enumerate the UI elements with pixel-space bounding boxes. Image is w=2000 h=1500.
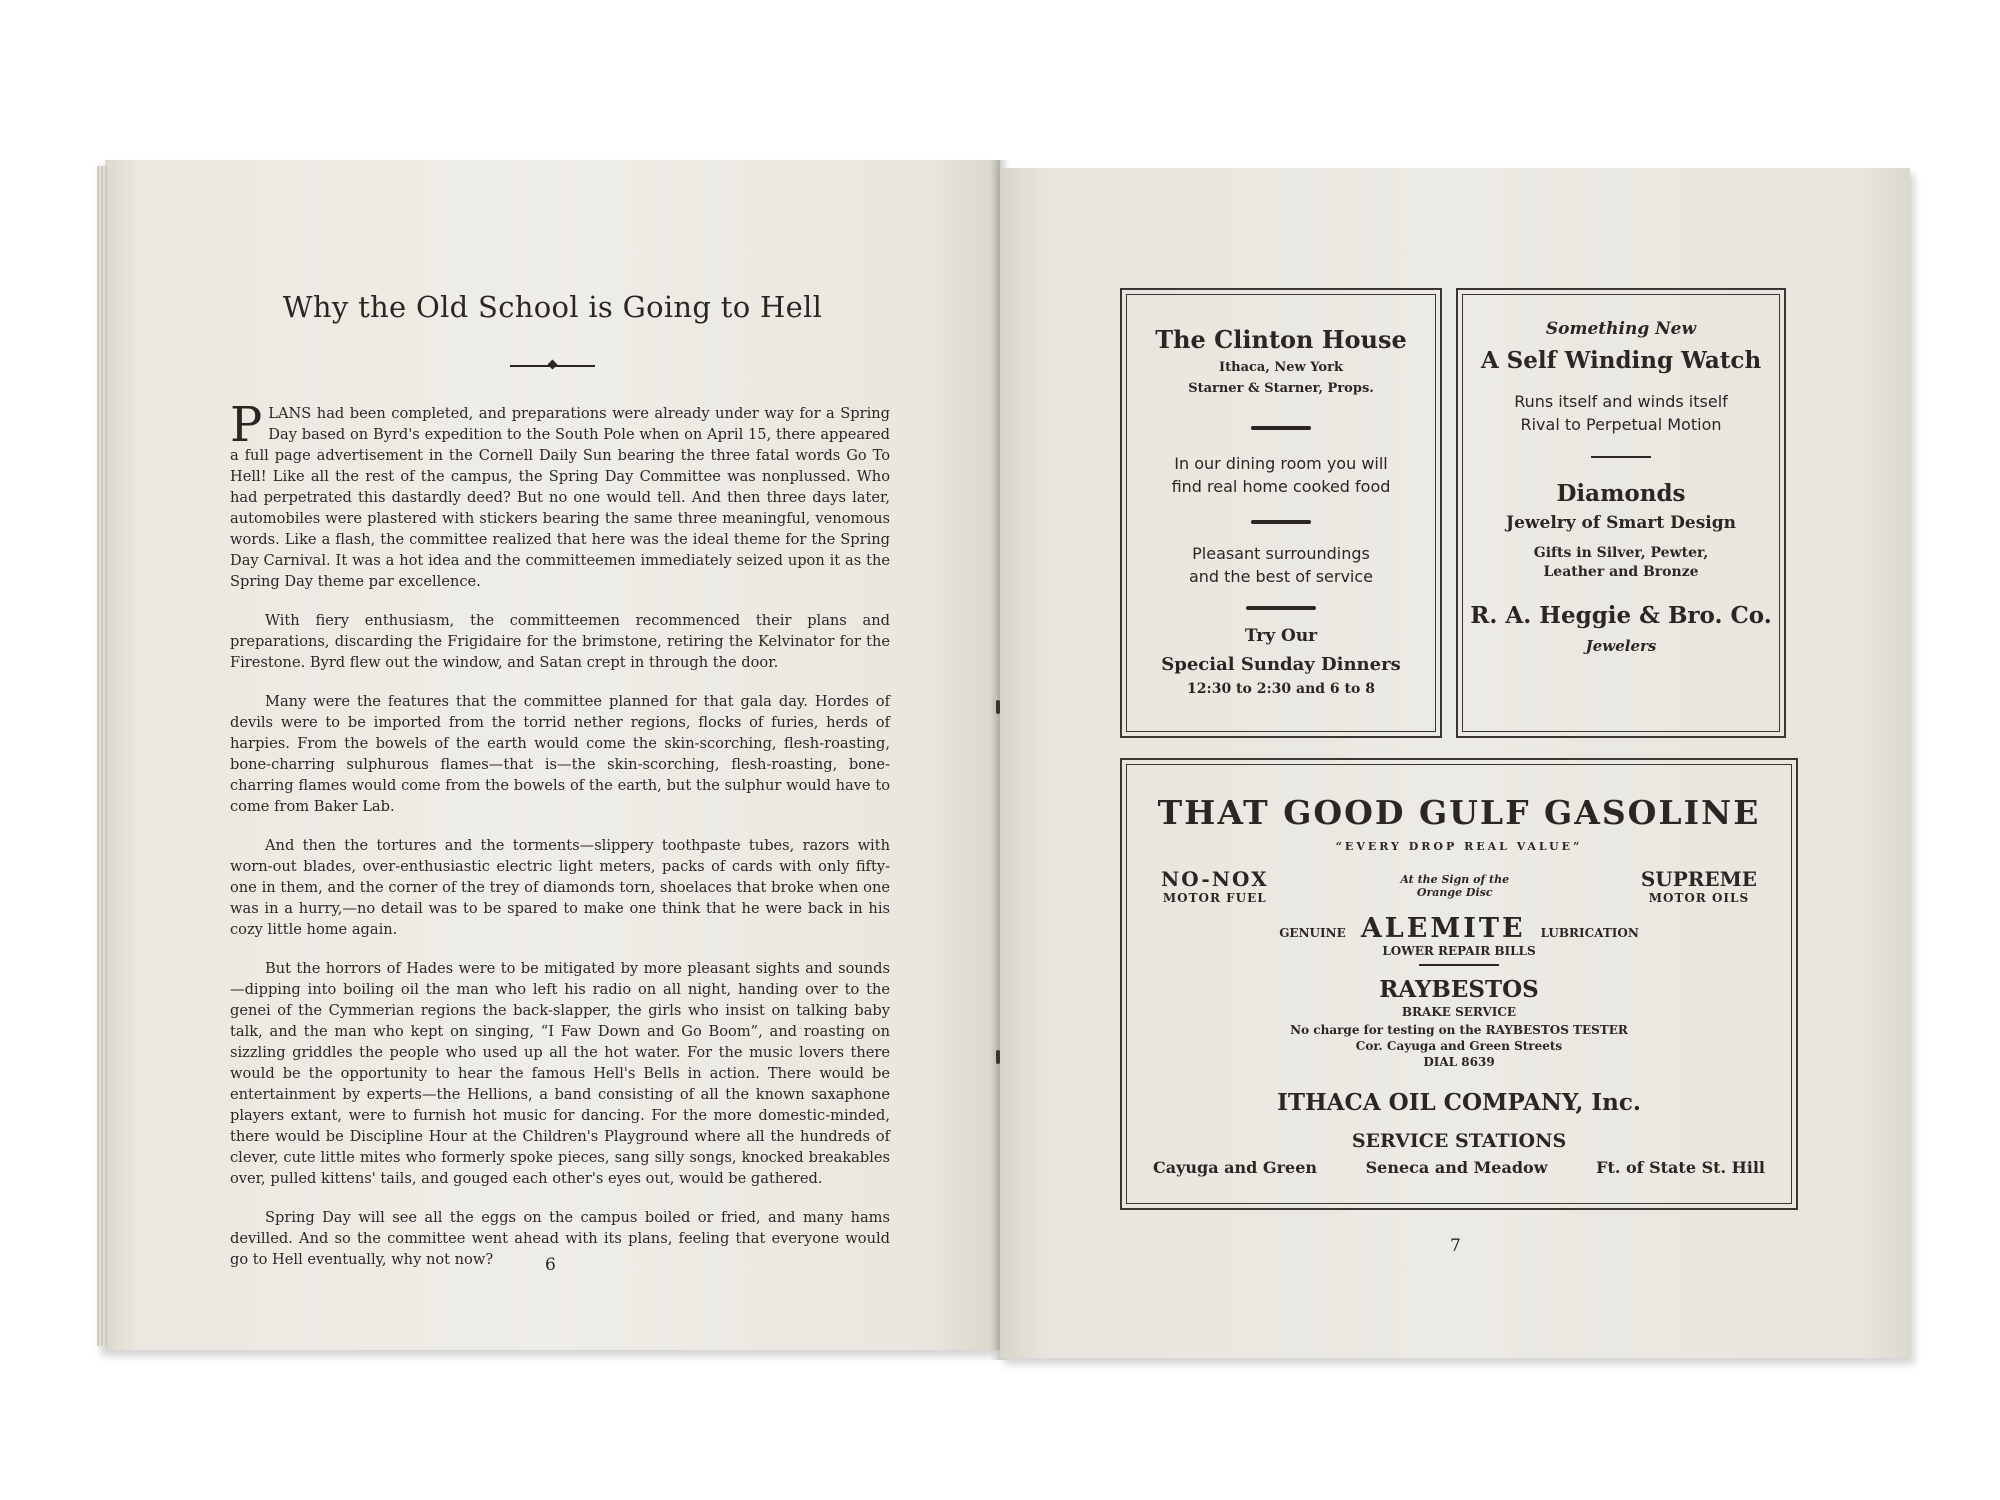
heggie-desc-line-2: Rival to Perpetual Motion: [1520, 415, 1722, 434]
station-cayuga-green: Cayuga and Green: [1153, 1158, 1317, 1177]
divider: [1246, 606, 1316, 610]
clinton-try-our: Try Our: [1244, 626, 1318, 646]
gulf-station-list: [1153, 1158, 1765, 1177]
clinton-hours: 12:30 to 2:30 and 6 to 8: [1187, 681, 1375, 697]
gulf-raybestos: RAYBESTOS: [1379, 976, 1539, 1003]
drop-cap: P: [230, 397, 263, 453]
gulf-alemite: ALEMITE: [1360, 913, 1526, 944]
clinton-props: Starner & Starner, Props.: [1188, 381, 1374, 396]
divider: [1251, 520, 1311, 524]
article-title: Why the Old School is Going to Hell: [282, 290, 823, 324]
gulf-orange-disc: At the Sign of the Orange Disc: [1400, 873, 1510, 899]
gulf-lower-repair: LOWER REPAIR BILLS: [1382, 944, 1536, 958]
gulf-supreme: SUPREME MOTOR OILS: [1640, 867, 1757, 905]
gulf-no-charge: No charge for testing on the RAYBESTOS TESTER: [1290, 1023, 1628, 1037]
gulf-corner: Cor. Cayuga and Green Streets: [1355, 1039, 1563, 1053]
gulf-dial: DIAL 8639: [1423, 1055, 1495, 1069]
heggie-jewelers: Jewelers: [1585, 637, 1657, 655]
page-number-left: 6: [545, 1255, 556, 1275]
ad-clinton-house: [1120, 288, 1442, 738]
clinton-dining-line-1: In our dining room you will: [1174, 454, 1388, 473]
gulf-brake-service: BRAKE SERVICE: [1401, 1005, 1517, 1019]
heggie-diamonds: Diamonds: [1556, 480, 1686, 507]
gulf-alemite-row: GENUINE ALEMITE LUBRICATION: [1279, 913, 1639, 944]
right-page: [1000, 168, 1910, 1358]
article-paragraph-4: And then the tortures and the torments—slippery toothpaste tubes, razors with worn-out blades, over-enthusiastic electric light meters, packs of cards with only fifty-one in them, and the corner of the trey of diamonds torn, shoelaces that broke when one was in a hurry,—no detail was to be spared to make one think that he were back in his cozy little home again.: [230, 837, 890, 938]
divider: [1419, 964, 1499, 966]
left-page: [105, 160, 1000, 1350]
clinton-special-dinners: Special Sunday Dinners: [1161, 654, 1401, 675]
title-ornament-diamond: [548, 360, 558, 370]
clinton-house-name: The Clinton House: [1155, 325, 1407, 354]
divider: [1591, 456, 1651, 458]
gulf-slogan: “EVERY DROP REAL VALUE”: [1335, 840, 1583, 853]
clinton-pleasant-line-2: and the best of service: [1188, 567, 1374, 586]
station-state-st-hill: Ft. of State St. Hill: [1596, 1158, 1765, 1177]
heggie-headline: A Self Winding Watch: [1480, 347, 1762, 374]
heggie-company: R. A. Heggie & Bro. Co.: [1470, 602, 1772, 629]
gulf-products-row: [1153, 867, 1765, 905]
divider: [1251, 426, 1311, 430]
article-body: [230, 397, 890, 1288]
heggie-tagline: Something New: [1545, 319, 1697, 339]
article-paragraph-6: Spring Day will see all the eggs on the campus boiled or fried, and many hams devilled. And so the committee went ahead with its plans, feeling that everyone would go to Hell eventually, why not now?: [230, 1209, 890, 1268]
clinton-pleasant-line-1: Pleasant surroundings: [1192, 544, 1370, 563]
article-paragraph-2: With fiery enthusiasm, the committeemen recommenced their plans and preparations, discarding the Frigidaire for the brimstone, retiring the Kelvinator for the Firestone. Byrd flew out the window, and Satan crept in through the door.: [230, 612, 890, 671]
gulf-company: ITHACA OIL COMPANY, Inc.: [1277, 1089, 1641, 1116]
station-seneca-meadow: Seneca and Meadow: [1365, 1158, 1548, 1177]
heggie-gifts-line-2: Leather and Bronze: [1543, 564, 1699, 580]
clinton-location: Ithaca, New York: [1219, 360, 1343, 375]
article-paragraph-1: PLANS had been completed, and preparations were already under way for a Spring Day based on Byrd's expedition to the South Pole when on April 15, there appeared a full page advertisement in the Cornell Daily Sun bearing the three fatal words Go To Hell! Like all the rest of the campus, the Spring Day Committee was nonplussed. Who had perpetrated this dastardly deed? But no one would tell. And then three days later, automobiles were plastered with stickers bearing the same three meaningful, venomous words. Like a flash, the committee realized that here was the ideal theme for the Spring Day Carnival. It was a hot idea and the committeemen immediately seized upon it as the Spring Day theme par excellence.: [230, 397, 890, 590]
heggie-desc-line-1: Runs itself and winds itself: [1514, 392, 1728, 411]
heggie-gifts-line-1: Gifts in Silver, Pewter,: [1533, 545, 1709, 561]
page-number-right: 7: [1450, 1236, 1461, 1256]
gulf-title: THAT GOOD GULF GASOLINE: [1157, 793, 1761, 832]
gulf-service-stations: SERVICE STATIONS: [1351, 1130, 1567, 1152]
gulf-nonox: NO-NOX MOTOR FUEL: [1161, 867, 1269, 905]
ad-gulf-gasoline: [1120, 758, 1798, 1210]
ad-heggie-jewelers: [1456, 288, 1786, 738]
heggie-jewelry: Jewelry of Smart Design: [1506, 513, 1736, 533]
clinton-dining-line-2: find real home cooked food: [1171, 477, 1391, 496]
article-paragraph-5: But the horrors of Hades were to be mitigated by more pleasant sights and sounds—dipping into boiling oil the man who left his radio on all night, handing over to the genei of the Cymmerian regions the back-slapper, the girls who insist on talking baby talk, and the man who kept on singing, “I Faw Down and Go Boom”, and roasting on sizzling griddles the people who used up all the hot water. For the music lovers there would be the opportunity to hear the famous Hell's Bells in action. There would be entertainment by experts—the Hellions, a band consisting of all the known saxaphone players extant, were to furnish hot music for dancing. For the more domestic-minded, there would be Discipline Hour at the Children's Playground where all the hundreds of clever, cute little mites who formerly spoke pieces, sang silly songs, knocked breakables over, pulled kittens' tails, and gouged each other's eyes out, would be gathered.: [230, 960, 890, 1187]
article-paragraph-3: Many were the features that the committee planned for that gala day. Hordes of devils were to be imported from the torrid nether regions, flocks of furies, herds of harpies. From the bowels of the earth would come the skin-scorching, flesh-roasting, bone-charring sulphurous flames—that is—the skin-scorching, flesh-roasting, bone-charring flames would come from the bowels of the earth, but the sulphur would have to come from Baker Lab.: [230, 693, 890, 815]
